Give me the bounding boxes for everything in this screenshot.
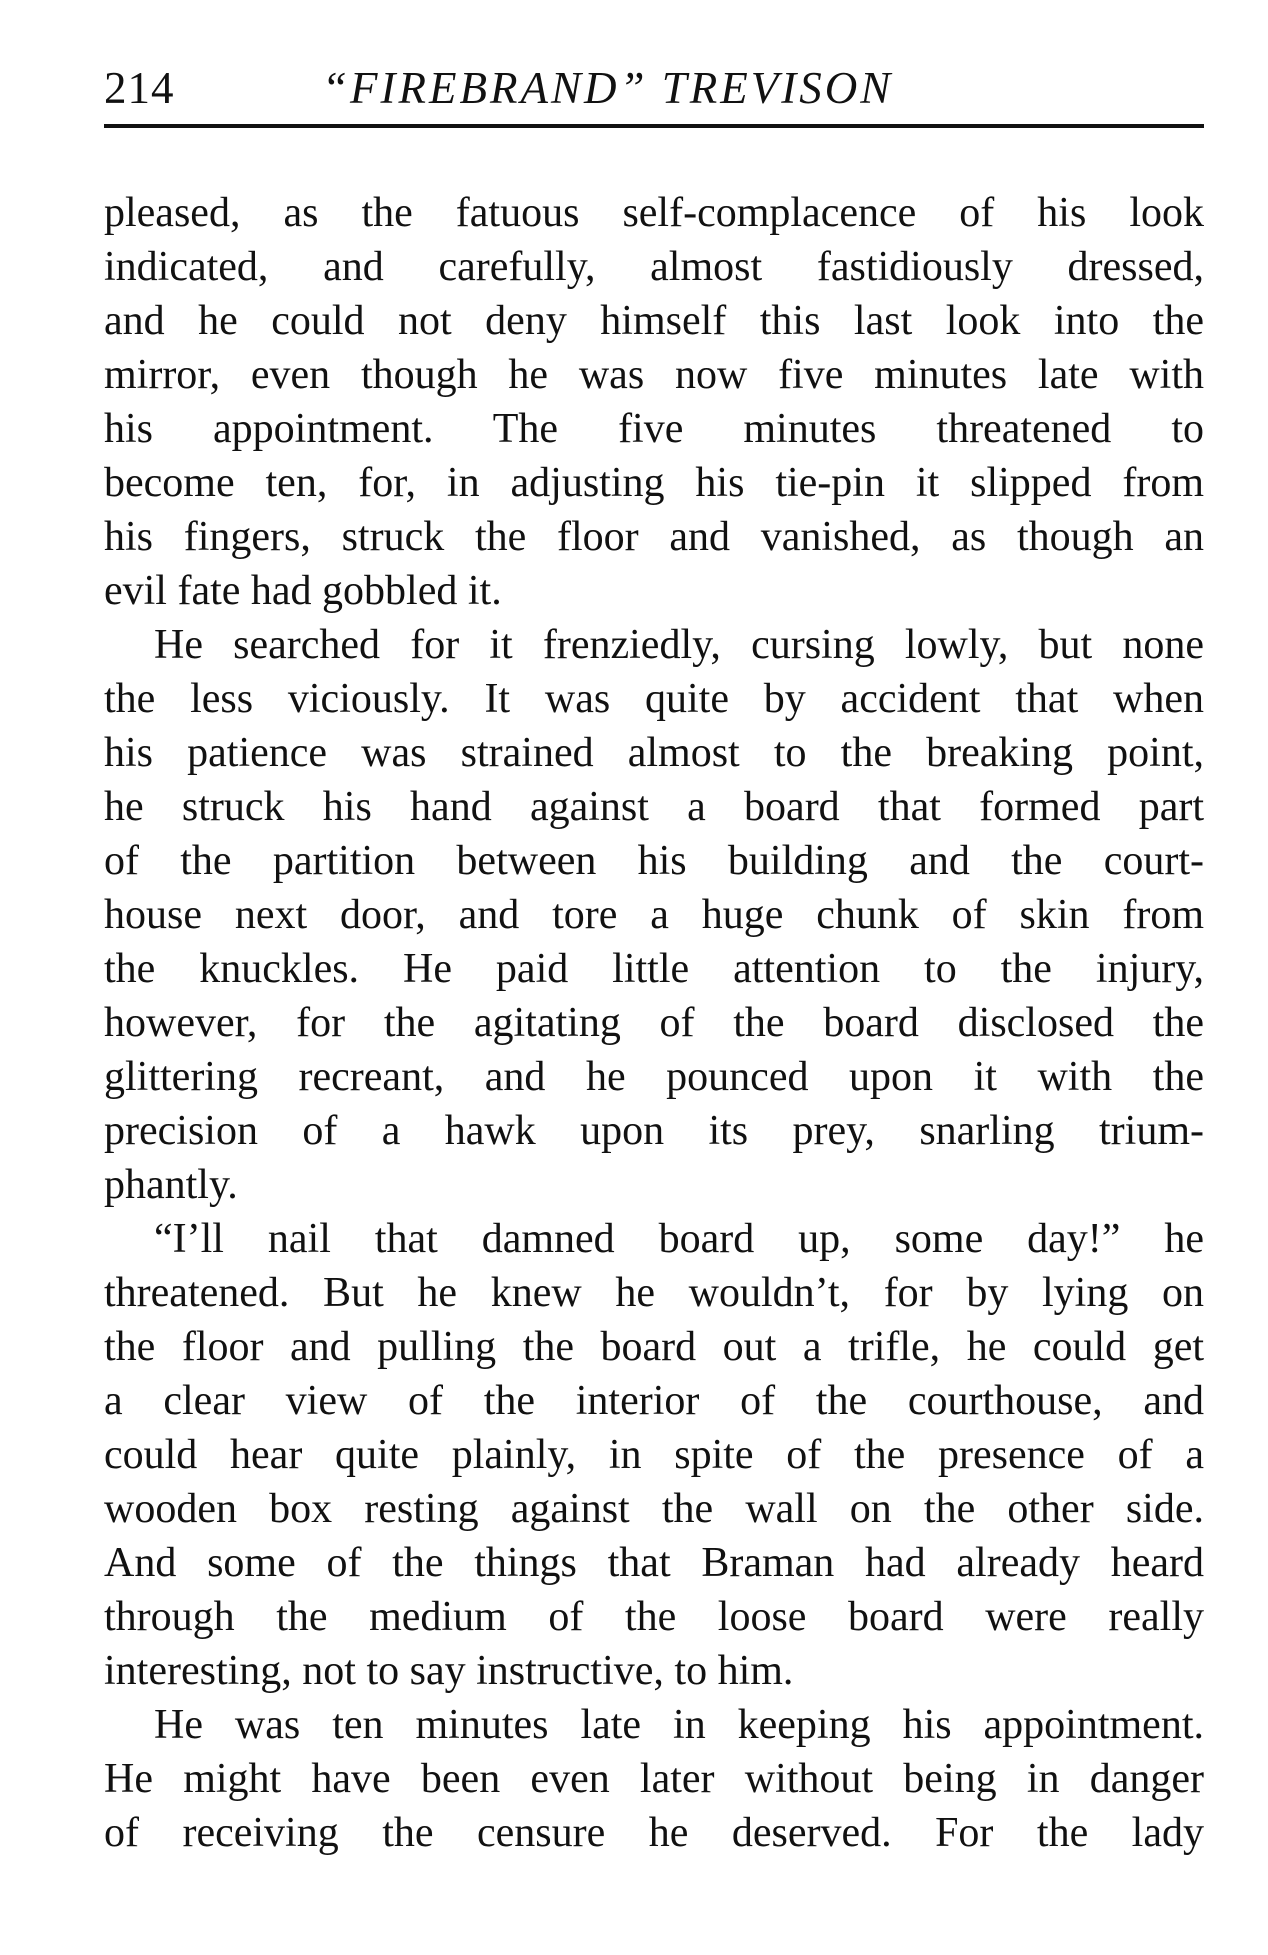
text-line: pleased, as the fatuous self-complacence of his look [104, 190, 1204, 236]
text-line: become ten, for, in adjusting his tie-pin it slipped from [104, 460, 1204, 506]
paragraph [104, 1698, 1204, 1860]
text-line: He searched for it frenziedly, cursing lowly, but none [154, 622, 1204, 668]
text-line: through the medium of the loose board were really [104, 1594, 1204, 1640]
page-number: 214 [104, 63, 175, 113]
header-rule [104, 124, 1204, 128]
paragraph [104, 618, 1204, 1212]
text-line: his fingers, struck the floor and vanished, as though an [104, 514, 1204, 560]
text-line: the less viciously. It was quite by accident that when [104, 676, 1204, 722]
paragraph [104, 186, 1204, 618]
text-line: evil fate had gobbled it. [104, 568, 502, 614]
paragraph [104, 1212, 1204, 1698]
running-head [104, 56, 1204, 120]
text-line: indicated, and carefully, almost fastidiously dressed, [104, 244, 1204, 290]
text-line: house next door, and tore a huge chunk of skin from [104, 892, 1204, 938]
text-line: He might have been even later without being in danger [104, 1756, 1204, 1802]
text-line: phantly. [104, 1162, 238, 1208]
text-line: he struck his hand against a board that formed part [104, 784, 1204, 830]
body-text [104, 186, 1204, 1860]
text-line: and he could not deny himself this last look into the [104, 298, 1204, 344]
text-line: precision of a hawk upon its prey, snarling trium- [104, 1108, 1204, 1154]
text-line: however, for the agitating of the board disclosed the [104, 1000, 1204, 1046]
text-line: interesting, not to say instructive, to him. [104, 1648, 794, 1694]
text-line: could hear quite plainly, in spite of the presence of a [104, 1432, 1204, 1478]
text-line: wooden box resting against the wall on the other side. [104, 1486, 1204, 1532]
text-line: of the partition between his building and the court- [104, 838, 1204, 884]
running-title: “FIREBRAND” TREVISON [322, 63, 894, 113]
text-line: threatened. But he knew he wouldn’t, for by lying on [104, 1270, 1204, 1316]
text-line: his patience was strained almost to the breaking point, [104, 730, 1204, 776]
text-line: the floor and pulling the board out a trifle, he could get [104, 1324, 1204, 1370]
text-line: his appointment. The five minutes threatened to [104, 406, 1204, 452]
text-line: He was ten minutes late in keeping his appointment. [154, 1702, 1204, 1748]
text-line: “I’ll nail that damned board up, some day!” he [154, 1216, 1204, 1262]
text-line: of receiving the censure he deserved. For the lady [104, 1810, 1204, 1856]
text-line: mirror, even though he was now five minutes late with [104, 352, 1204, 398]
text-line: a clear view of the interior of the courthouse, and [104, 1378, 1204, 1424]
text-line: And some of the things that Braman had already heard [104, 1540, 1204, 1586]
text-line: the knuckles. He paid little attention to the injury, [104, 946, 1204, 992]
text-line: glittering recreant, and he pounced upon it with the [104, 1054, 1204, 1100]
